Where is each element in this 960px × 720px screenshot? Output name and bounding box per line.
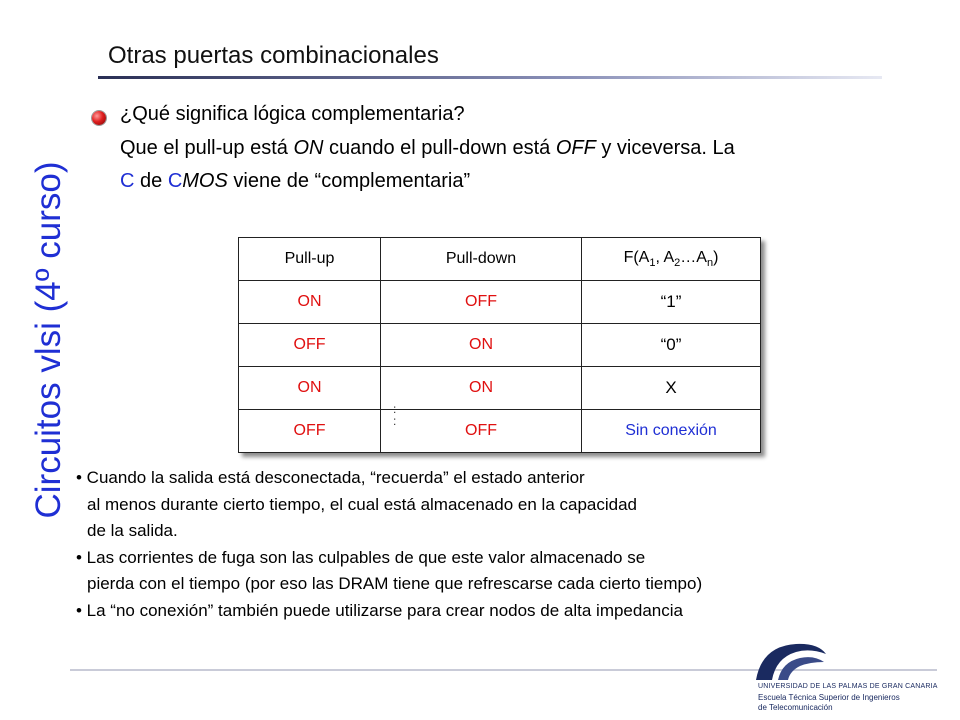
- note-line: • Cuando la salida está desconectada, “recuerda” el estado anterior: [76, 468, 585, 487]
- vertical-course-title: Circuitos vlsi (4º curso): [29, 161, 68, 519]
- header-pull-up: Pull-up: [239, 238, 381, 281]
- cell-output: Sin conexión: [582, 410, 761, 453]
- answer-line-1: Que el pull-up está ON cuando el pull-down está OFF y viceversa. La: [120, 137, 735, 159]
- note-line: pierda con el tiempo (por eso las DRAM tiene que refrescarse cada cierto tiempo): [87, 574, 703, 593]
- slide-title: Otras puertas combinacionales: [108, 42, 439, 69]
- cell-pull-down: OFF: [381, 410, 582, 453]
- bullet-ball-icon: [92, 111, 106, 125]
- note-line: de la salida.: [87, 521, 178, 540]
- dotted-mark: : :: [393, 402, 397, 428]
- cell-pull-up: OFF: [239, 324, 381, 367]
- table-header-row: [239, 238, 761, 281]
- table-row: [239, 410, 761, 453]
- cell-pull-down: ON: [381, 324, 582, 367]
- university-logo: [752, 640, 942, 720]
- cell-output: X: [582, 367, 761, 410]
- table-row: [239, 324, 761, 367]
- cell-output: “1”: [582, 281, 761, 324]
- logo-department: de Telecomunicación: [758, 703, 833, 712]
- cell-pull-up: OFF: [239, 410, 381, 453]
- cell-pull-down: OFF: [381, 281, 582, 324]
- cell-pull-up: ON: [239, 367, 381, 410]
- logo-school: Escuela Técnica Superior de Ingenieros: [758, 693, 900, 702]
- question-line: ¿Qué significa lógica complementaria?: [120, 103, 465, 125]
- header-function: $F(A_1$, $A_2\dots A_n$): [582, 238, 761, 281]
- cell-pull-down: ON: [381, 367, 582, 410]
- header-pull-down: Pull-down: [381, 238, 582, 281]
- cell-output: “0”: [582, 324, 761, 367]
- wave-logo-icon: [752, 640, 832, 682]
- cell-pull-up: ON: [239, 281, 381, 324]
- truth-table: [238, 237, 761, 453]
- answer-line-2: C de CMOS viene de “complementaria”: [120, 170, 471, 192]
- note-line: • La “no conexión” también puede utilizarse para crear nodos de alta impedancia: [76, 600, 683, 620]
- title-underline: [98, 76, 882, 79]
- notes-block: [76, 465, 702, 624]
- table-row: [239, 281, 761, 324]
- note-line: al menos durante cierto tiempo, el cual está almacenado en la capacidad: [87, 494, 638, 514]
- table-row: [239, 367, 761, 410]
- note-line: • Las corrientes de fuga son las culpables de que este valor almacenado se: [76, 547, 646, 567]
- logo-university: UNIVERSIDAD DE LAS PALMAS DE GRAN CANARIA: [758, 683, 938, 690]
